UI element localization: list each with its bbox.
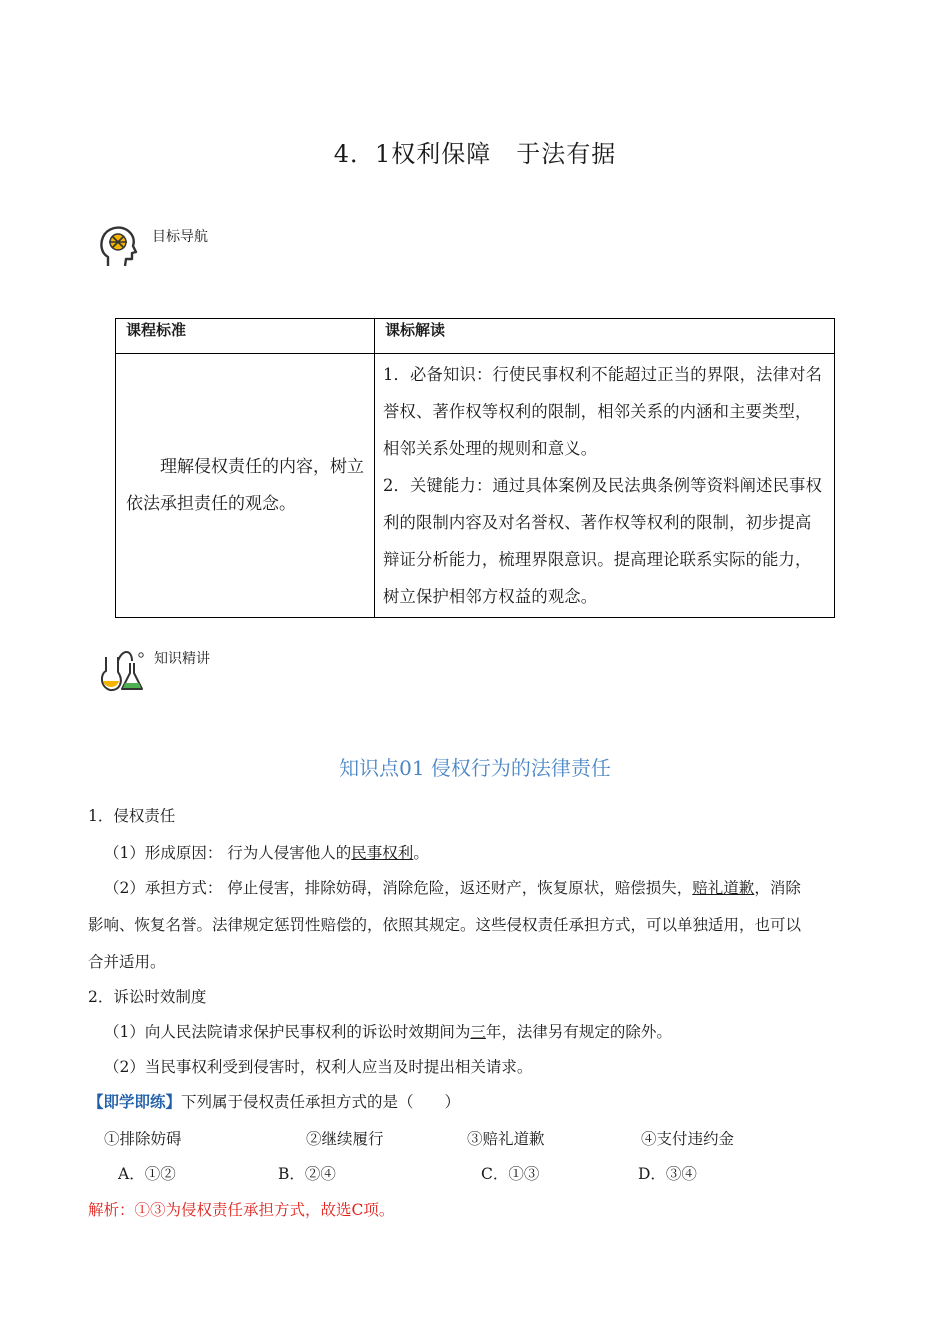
- table-cell-standard: [116, 354, 375, 618]
- practice-question: [88, 1083, 868, 1121]
- section-1-heading: 1．侵权责任: [88, 807, 176, 825]
- table-cell-reading: [375, 354, 835, 618]
- s1-methods-line3: 合并适用。: [88, 953, 166, 971]
- s1-methods-suffix: ，消除: [754, 879, 801, 897]
- practice-item-1: ①排除妨碍: [104, 1130, 182, 1148]
- practice-item-4: ④支付违约金: [641, 1130, 735, 1148]
- s1-cause-underlined: 民事权利: [351, 844, 414, 862]
- knowledge-point-title: 知识点01 侵权行为的法律责任: [339, 756, 611, 780]
- option-c: C．①③: [481, 1165, 540, 1183]
- s2-period-suffix: 年，法律另有规定的除外。: [485, 1023, 672, 1041]
- s2-period-text: （1）向人民法院请求保护民事权利的诉讼时效期间为: [104, 1023, 471, 1041]
- option-a: A．①②: [118, 1165, 176, 1183]
- practice-item-2: ②继续履行: [306, 1130, 384, 1148]
- s1-methods-text: （2）承担方式： 停止侵害，排除妨碍，消除危险，返还财产，恢复原状，赔偿损失，: [104, 879, 693, 897]
- practice-item-3: ③赔礼道歉: [467, 1130, 545, 1148]
- s2-period-underlined: 三: [470, 1023, 486, 1041]
- standard-text: 理解侵权责任的内容，树立依法承担责任的观念。: [126, 456, 364, 514]
- option-d: D．③④: [638, 1165, 697, 1183]
- head-gear-icon: [98, 224, 138, 268]
- s1-methods-line2: 影响、恢复名誉。法律规定惩罚性赔偿的，依照其规定。这些侵权责任承担方式，可以单独适用，也可以: [88, 916, 802, 934]
- knowledge-label: 知识精讲: [154, 651, 210, 667]
- goal-nav-label: 目标导航: [152, 229, 208, 245]
- s2-period: [104, 1014, 884, 1051]
- practice-question-text: 下列属于侵权责任承担方式的是（ ）: [181, 1093, 461, 1111]
- reading-item-1: 1．必备知识：行使民事权利不能超过正当的界限，法律对名誉权、著作权等权利的限制，相邻关系的内涵和主要类型，相邻关系处理的规则和意义。: [383, 365, 823, 458]
- practice-tag: 【即学即练】: [88, 1092, 182, 1111]
- s1-cause-suffix: 。: [413, 844, 429, 862]
- option-b: B．②④: [278, 1165, 336, 1183]
- table-header-standard: 课程标准: [116, 319, 375, 354]
- practice-analysis: 解析：①③为侵权责任承担方式，故选C项。: [88, 1201, 395, 1219]
- section-2-heading: 2．诉讼时效制度: [88, 988, 207, 1006]
- s2-claim: （2）当民事权利受到侵害时，权利人应当及时提出相关请求。: [104, 1058, 533, 1076]
- flask-icon: [98, 647, 146, 691]
- curriculum-table: [115, 318, 835, 618]
- table-header-reading: 课标解读: [375, 319, 835, 354]
- page-title: 4．1权利保障 于法有据: [333, 140, 617, 168]
- s1-cause: [104, 835, 884, 872]
- s1-methods-line1: [104, 870, 884, 907]
- s1-methods-underlined: 赔礼道歉: [692, 879, 755, 897]
- s1-cause-text: （1）形成原因： 行为人侵害他人的: [104, 844, 352, 862]
- reading-item-2: 2．关键能力：通过具体案例及民法典条例等资料阐述民事权利的限制内容及对名誉权、著作权等权利的限制，初步提高辩证分析能力，梳理界限意识。提高理论联系实际的能力，树立保护相邻方权益的观念。: [383, 476, 823, 606]
